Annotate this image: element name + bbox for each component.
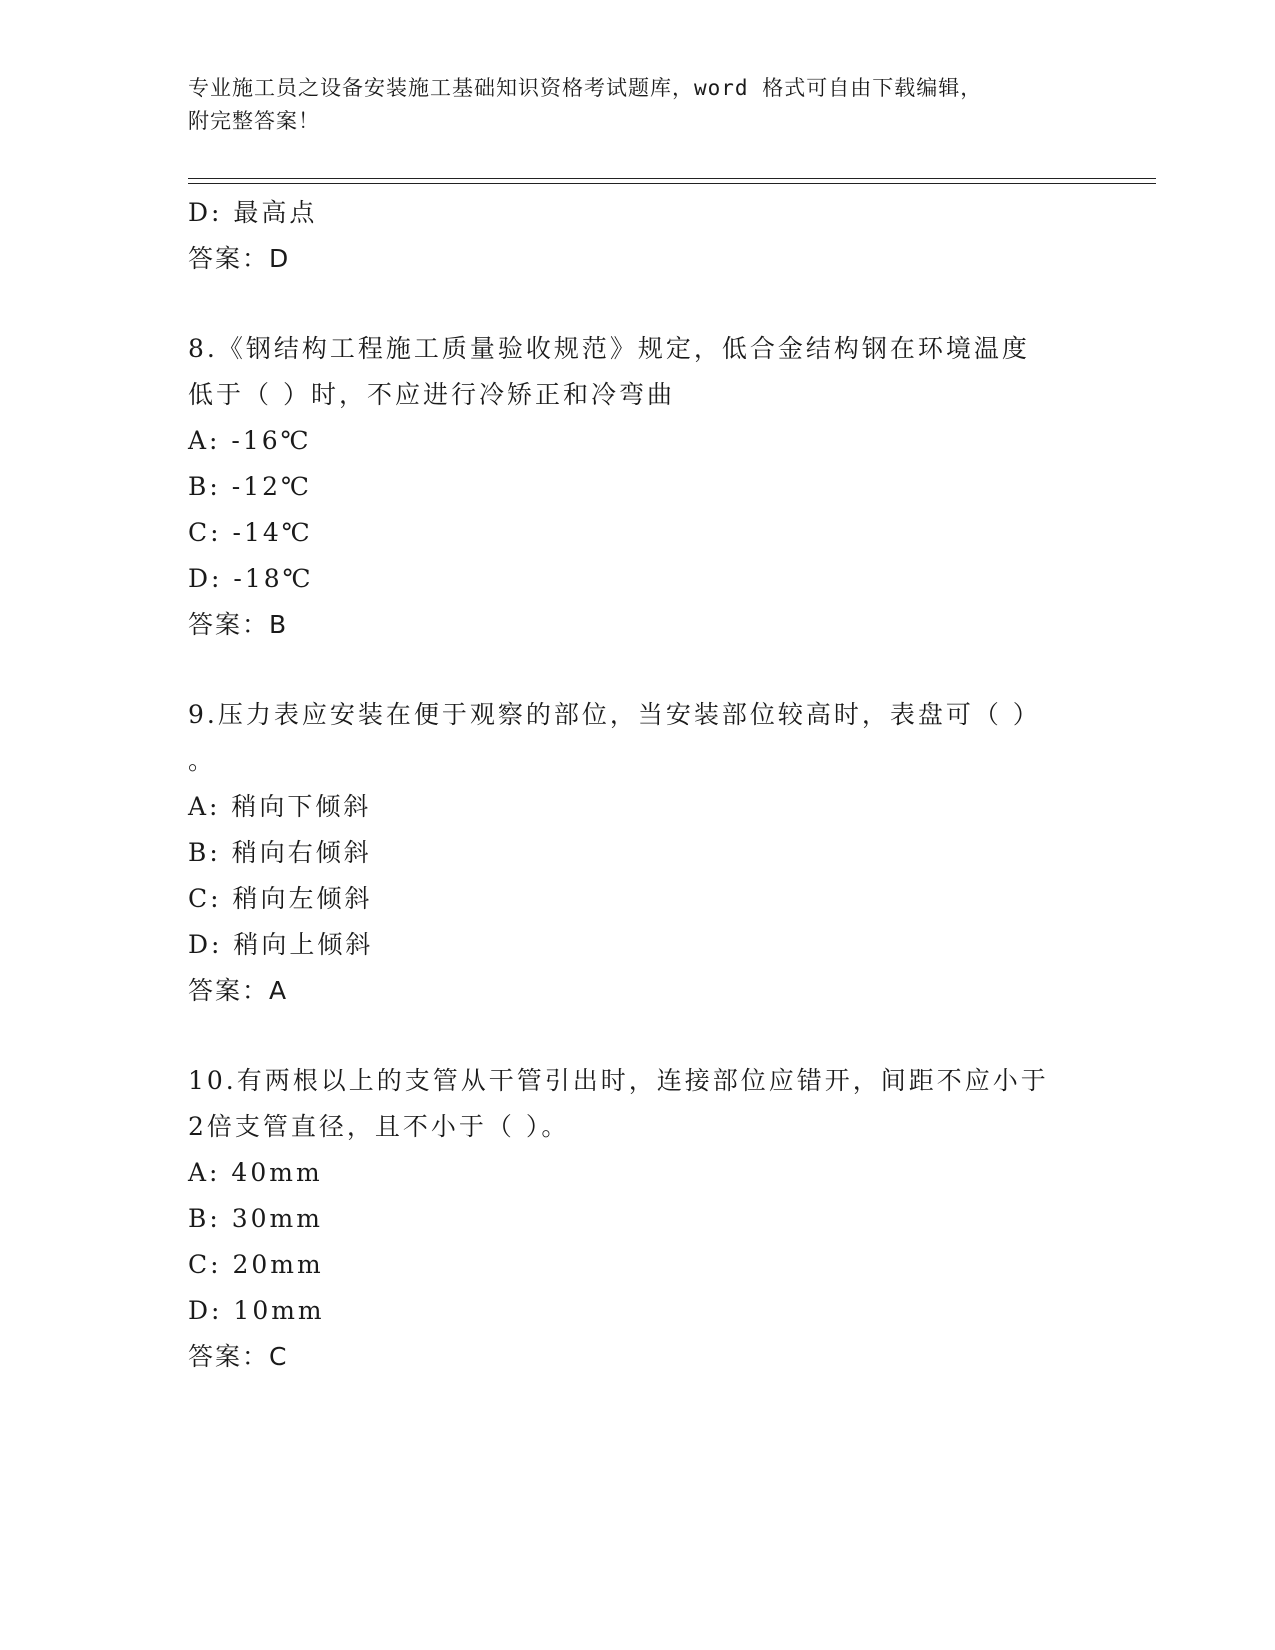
answer: 答案：A [188, 976, 289, 1005]
question-text-line-2: 。 [188, 746, 217, 775]
question-10 [188, 1058, 1128, 1380]
option-c: C: 稍向左倾斜 [188, 884, 373, 913]
option-a: A: 40mm [188, 1158, 323, 1187]
answer: 答案：D [188, 244, 291, 273]
question-text-line-1: 8.《钢结构工程施工质量验收规范》规定，低合金结构钢在环境温度 [188, 334, 1030, 363]
option-d: D: -18℃ [188, 564, 314, 593]
option-d: D: 最高点 [188, 198, 318, 227]
header-line-1: 专业施工员之设备安装施工基础知识资格考试题库，word 格式可自由下载编辑， [188, 76, 983, 100]
header-line-2: 附完整答案！ [188, 109, 320, 133]
question-list [188, 190, 1128, 1380]
option-b: B: 稍向右倾斜 [188, 838, 372, 867]
question-text-line-1: 9.压力表应安装在便于观察的部位，当安装部位较高时，表盘可（ ） [188, 700, 1041, 729]
option-b: B: -12℃ [188, 472, 312, 501]
previous-question-tail [188, 190, 1128, 282]
question-text-line-2: 2倍支管直径，且不小于（ ）。 [188, 1112, 570, 1141]
answer: 答案：B [188, 610, 289, 639]
document-header [188, 72, 1088, 138]
header-divider-bottom [188, 183, 1156, 184]
option-c: C: -14℃ [188, 518, 313, 547]
option-a: A: -16℃ [188, 426, 312, 455]
option-a: A: 稍向下倾斜 [188, 792, 372, 821]
answer: 答案：C [188, 1342, 289, 1371]
question-9 [188, 692, 1128, 1014]
question-8 [188, 326, 1128, 648]
question-text-line-2: 低于（ ）时，不应进行冷矫正和冷弯曲 [188, 380, 675, 409]
question-text-line-1: 10.有两根以上的支管从干管引出时，连接部位应错开，间距不应小于 [188, 1066, 1049, 1095]
option-c: C: 20mm [188, 1250, 324, 1279]
option-d: D: 10mm [188, 1296, 325, 1325]
option-d: D: 稍向上倾斜 [188, 930, 374, 959]
header-divider-top [188, 178, 1156, 179]
option-b: B: 30mm [188, 1204, 323, 1233]
